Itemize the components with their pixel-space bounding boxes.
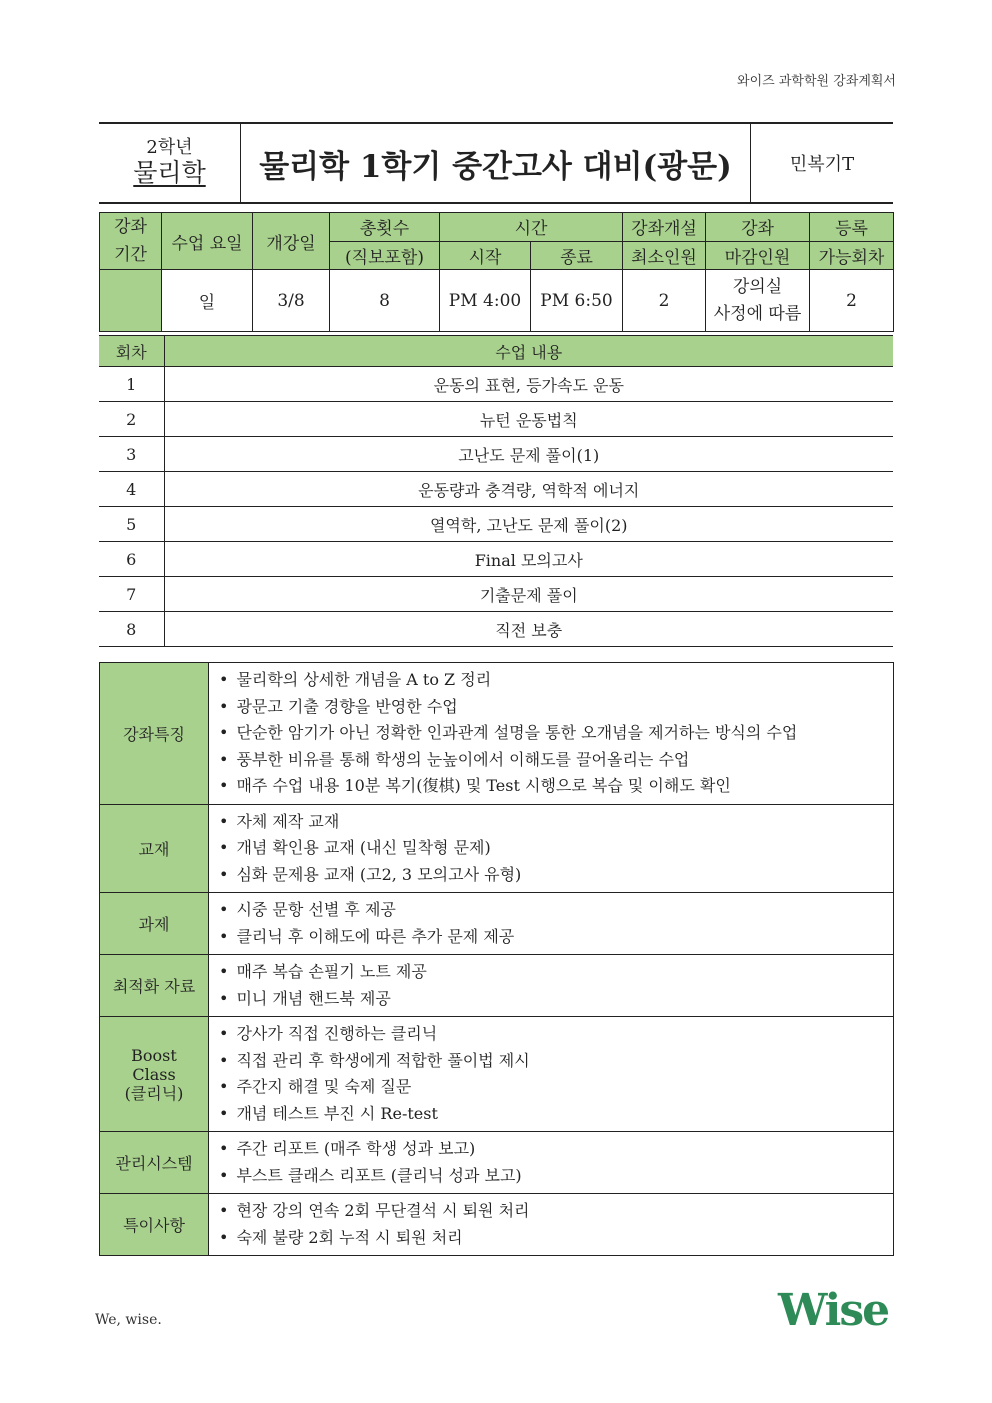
session-no: 1: [99, 367, 164, 402]
course-title: 물리학 1학기 중간고사 대비(광문): [241, 124, 751, 202]
management-label: 관리시스템: [100, 1132, 209, 1194]
session-content: 열역학, 고난도 문제 풀이(2): [164, 507, 893, 542]
day-header: 수업 요일: [162, 213, 253, 270]
session-content: 운동량과 충격량, 역학적 에너지: [164, 472, 893, 507]
time-start-value: PM 4:00: [440, 270, 531, 332]
detail-row-textbook: [100, 804, 894, 893]
list-item: • 강사가 직접 진행하는 클리닉: [219, 1021, 893, 1048]
course-header: [99, 122, 893, 204]
grade-subject-box: [99, 124, 241, 202]
document-heading: 와이즈 과학학원 강좌계획서: [737, 74, 896, 89]
total-value: 8: [330, 270, 440, 332]
start-date-value: 3/8: [253, 270, 330, 332]
period-label: 강좌 기간: [100, 213, 162, 270]
detail-row-features: [100, 663, 894, 805]
session-content: 뉴턴 운동법칙: [164, 402, 893, 437]
total-header-bottom: (직보포함): [330, 241, 440, 270]
list-item: • 숙제 불량 2회 누적 시 퇴원 처리: [219, 1225, 893, 1252]
materials-label: 최적화 자료: [100, 955, 209, 1017]
table-row: [99, 542, 893, 577]
list-item: • 자체 제작 교재: [219, 809, 893, 836]
list-item: • 개념 테스트 부진 시 Re-test: [219, 1101, 893, 1128]
session-no: 4: [99, 472, 164, 507]
session-content: 운동의 표현, 등가속도 운동: [164, 367, 893, 402]
boost-class-label: Boost Class (클리닉): [100, 1017, 209, 1132]
list-item: • 광문고 기출 경향을 반영한 수업: [219, 694, 893, 721]
list-item: • 직접 관리 후 학생에게 적합한 풀이법 제시: [219, 1048, 893, 1075]
list-item: • 시중 문항 선별 후 제공: [219, 897, 893, 924]
grade-label: 2학년: [146, 137, 193, 158]
list-item: • 주간지 해결 및 숙제 질문: [219, 1074, 893, 1101]
list-item: • 매주 수업 내용 10분 복기(復棋) 및 Test 시행으로 복습 및 이해도 확인: [219, 773, 893, 800]
session-no: 3: [99, 437, 164, 472]
reg-header-top: 등록: [810, 213, 894, 242]
close-header-top: 강좌: [706, 213, 810, 242]
list-item: • 풍부한 비유를 통해 학생의 눈높이에서 이해도를 끌어올리는 수업: [219, 747, 893, 774]
session-no: 6: [99, 542, 164, 577]
list-item: • 미니 개념 핸드북 제공: [219, 986, 893, 1013]
time-end-value: PM 6:50: [531, 270, 623, 332]
session-no: 7: [99, 577, 164, 612]
list-item: • 현장 강의 연속 2회 무단결석 시 퇴원 처리: [219, 1198, 893, 1225]
list-item: • 클리닉 후 이해도에 따른 추가 문제 제공: [219, 924, 893, 951]
detail-row-boost: [100, 1017, 894, 1132]
session-content: 직전 보충: [164, 612, 893, 647]
list-item: • 단순한 암기가 아닌 정확한 인과관계 설명을 통한 오개념을 제거하는 방식의 수업: [219, 720, 893, 747]
time-start-header: 시작: [440, 241, 531, 270]
notes-label: 특이사항: [100, 1194, 209, 1256]
detail-row-management: [100, 1132, 894, 1194]
min-header-bottom: 최소인원: [623, 241, 706, 270]
textbook-label: 교재: [100, 804, 209, 893]
session-no: 2: [99, 402, 164, 437]
reg-value: 2: [810, 270, 894, 332]
min-header-top: 강좌개설: [623, 213, 706, 242]
subject-label: 물리학: [133, 158, 206, 187]
detail-row-notes: [100, 1194, 894, 1256]
list-item: • 부스트 클래스 리포트 (클리닉 성과 보고): [219, 1163, 893, 1190]
detail-row-homework: [100, 893, 894, 955]
teacher-name: 민복기T: [789, 154, 855, 175]
session-table: [99, 335, 893, 647]
session-no-header: 회차: [99, 336, 164, 367]
session-content: Final 모의고사: [164, 542, 893, 577]
session-content: 고난도 문제 풀이(1): [164, 437, 893, 472]
footer-slogan: We, wise.: [95, 1312, 162, 1328]
total-header-top: 총횟수: [330, 213, 440, 242]
list-item: • 매주 복습 손필기 노트 제공: [219, 959, 893, 986]
session-no: 5: [99, 507, 164, 542]
close-value: 강의실 사정에 따름: [706, 270, 810, 332]
reg-header-bottom: 가능회차: [810, 241, 894, 270]
detail-row-materials: [100, 955, 894, 1017]
table-row: [99, 437, 893, 472]
wise-logo: Wise: [778, 1285, 889, 1336]
course-info-table: [99, 212, 894, 332]
table-row: [99, 577, 893, 612]
start-date-header: 개강일: [253, 213, 330, 270]
table-row: [99, 472, 893, 507]
min-value: 2: [623, 270, 706, 332]
table-row: [99, 612, 893, 647]
list-item: • 주간 리포트 (매주 학생 성과 보고): [219, 1136, 893, 1163]
table-row: [99, 507, 893, 542]
close-header-bottom: 마감인원: [706, 241, 810, 270]
list-item: • 개념 확인용 교재 (내신 밀착형 문제): [219, 835, 893, 862]
features-label: 강좌특징: [100, 663, 209, 805]
time-header: 시간: [440, 213, 623, 242]
period-label-spacer: [100, 270, 162, 332]
session-no: 8: [99, 612, 164, 647]
homework-label: 과제: [100, 893, 209, 955]
session-content: 기출문제 풀이: [164, 577, 893, 612]
list-item: • 물리학의 상세한 개념을 A to Z 정리: [219, 667, 893, 694]
list-item: • 심화 문제용 교재 (고2, 3 모의고사 유형): [219, 862, 893, 889]
course-detail-table: [99, 662, 894, 1256]
time-end-header: 종료: [531, 241, 623, 270]
table-row: [99, 402, 893, 437]
table-row: [99, 367, 893, 402]
session-content-header: 수업 내용: [164, 336, 893, 367]
day-value: 일: [162, 270, 253, 332]
